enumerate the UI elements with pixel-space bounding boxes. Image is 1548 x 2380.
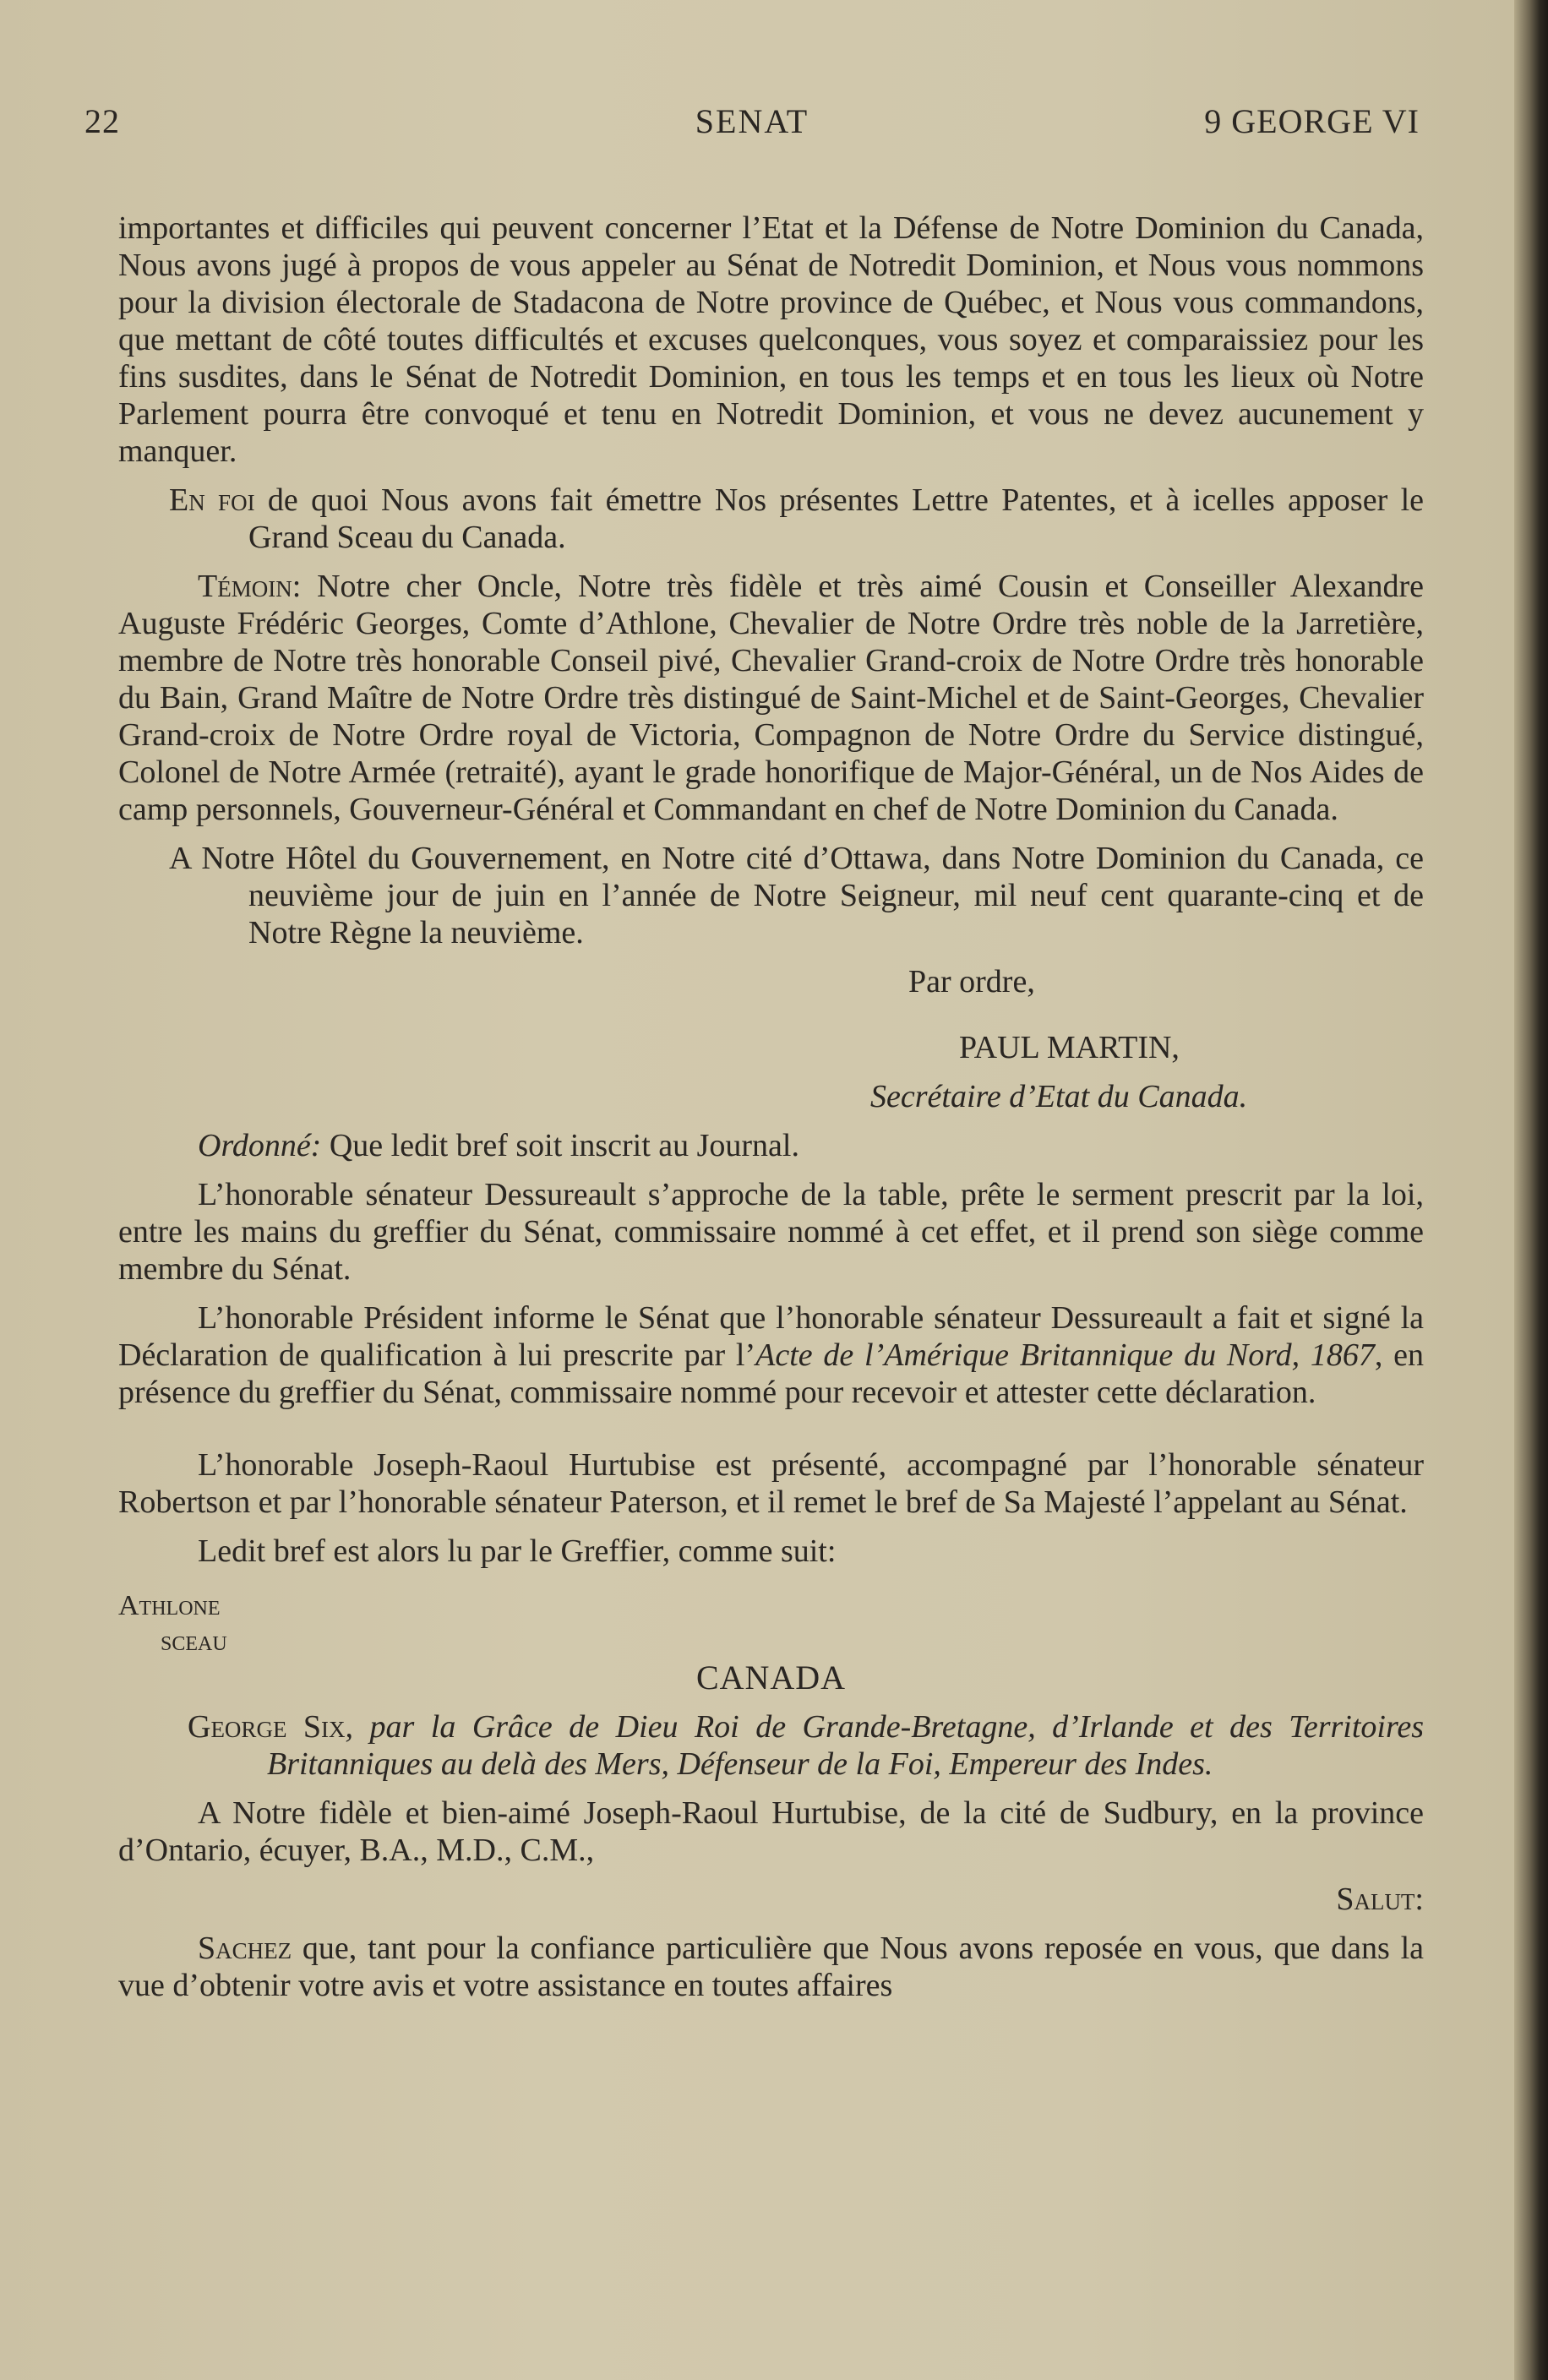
seal-caption <box>118 1588 1424 1659</box>
lead-smallcaps: Témoin <box>198 569 292 604</box>
paragraph-temoin <box>118 568 1424 828</box>
paragraph-sachez <box>118 1930 1424 2004</box>
volume-label: 9 GEORGE VI <box>1204 102 1420 140</box>
paragraph-hotel: A Notre Hôtel du Gouvernement, en Notre cité d’Ottawa, dans Notre Dominion du Canada, ce neuvième jour de juin en l’année de Notre Seigneur, mil neuf cent quarante-cinq et de Notre Règne la neuvième. <box>169 841 1424 950</box>
paragraph-text: de quoi Nous avons fait émettre Nos présentes Lettre Patentes, et à icelles apposer le Grand Sceau du Canada. <box>248 482 1424 555</box>
salut-label: Salut: <box>1336 1882 1424 1917</box>
paragraph-text: L’honorable Président informe le Sénat que l’honorable sénateur Dessureault a fait et signé la Déclaration de qualification à lui prescrite par l’ <box>118 1300 1424 1373</box>
seal-line-athlone: Athlone <box>118 1590 221 1621</box>
paragraph-text: : Notre cher Oncle, Notre très fidèle et très aimé Cousin et Conseiller Alexandre Auguste Frédéric Georges, Comte d’Athlone, Chevalier de Notre Ordre très noble de la Jarretière, membre de Notre très honorable Conseil pivé, Chevalier Grand-croix de Notre Ordre très honorable du Bain, Grand Maître de Notre Ordre très distingué de Saint-Michel et de Saint-Georges, Chevalier Grand-croix de Notre Ordre royal de Victoria, Compagnon de Notre Ordre du Service distingué, Colonel de Notre Armée (retraité), ayant le grade honorifique de Major-Général, un de Nos Aides de camp personnels, Gouverneur-Général et Commandant en chef de Notre Dominion du Canada. <box>118 569 1424 827</box>
lead-italic: Ordonné: <box>198 1128 322 1163</box>
body-text <box>118 210 1424 2016</box>
paragraph-ordonne <box>118 1127 1424 1164</box>
paragraph-declaration <box>118 1299 1424 1411</box>
paragraph-serment: L’honorable sénateur Dessureault s’approche de la table, prête le serment prescrit par la loi, entre les mains du greffier du Sénat, commissaire nommé à cet effet, et il prend son siège comme membre du Sénat. <box>118 1177 1424 1287</box>
paragraph-en-foi <box>118 482 1424 556</box>
paragraph-text: , par la Grâce de Dieu Roi de Grande-Bretagne, d’Irlande et des Territoires Britanniques au delà des Mers, Défenseur de la Foi, Empereur des Indes. <box>267 1709 1425 1782</box>
paragraph-bref: Ledit bref est alors lu par le Greffier, comme suit: <box>198 1533 837 1569</box>
page-header <box>84 101 1420 152</box>
page-number: 22 <box>84 102 120 140</box>
signatory-role: Secrétaire d’Etat du Canada. <box>870 1079 1248 1114</box>
act-title: Acte de l’Amérique Britannique du Nord, 1867 <box>755 1337 1375 1373</box>
paragraph-text: Que ledit bref soit inscrit au Journal. <box>321 1128 799 1163</box>
signatory-name: PAUL MARTIN, <box>959 1030 1180 1065</box>
lead-smallcaps: George Six <box>188 1709 346 1745</box>
paragraph-continuation: importantes et difficiles qui peuvent concerner l’Etat et la Défense de Notre Dominion du Canada, Nous avons jugé à propos de vous appeler au Sénat de Notredit Dominion, et Nous vous nommons pour la division électorale de Stadacona de Notre province de Québec, et Nous vous commandons, que mettant de côté toutes difficultés et excuses quelconques, vous soyez et comparaissiez pour les fins susdites, dans le Sénat de Notredit Dominion, en tous les temps et en tous les lieux où Notre Parlement pourra être convoqué et tenu en Notredit Dominion, et vous ne devez aucunement y manquer. <box>118 210 1424 469</box>
seal-line-sceau: sceau <box>161 1626 227 1657</box>
par-ordre: Par ordre, <box>908 964 1035 999</box>
paragraph-george <box>118 1708 1424 1783</box>
book-spine-shadow <box>1514 0 1548 2380</box>
lead-smallcaps: En foi <box>169 482 255 518</box>
running-title: SENAT <box>695 102 809 140</box>
paragraph-text: , en présence du greffier du Sénat, commissaire nommé pour recevoir et attester cette déclaration. <box>118 1337 1425 1410</box>
paragraph-hurtubise-address: A Notre fidèle et bien-aimé Joseph-Raoul Hurtubise, de la cité de Sudbury, en la province d’Ontario, écuyer, B.A., M.D., C.M., <box>118 1795 1424 1868</box>
paragraph-hurtubise: L’honorable Joseph-Raoul Hurtubise est présenté, accompagné par l’honorable sénateur Robertson et par l’honorable sénateur Paterson, et il remet le bref de Sa Majesté l’appelant au Sénat. <box>118 1447 1424 1520</box>
lead-smallcaps: Sachez <box>198 1931 292 1966</box>
paragraph-text: que, tant pour la confiance particulière que Nous avons reposée en vous, que dans la vue d’obtenir votre avis et votre assistance en toutes affaires <box>118 1931 1424 2003</box>
canada-heading: CANADA <box>695 1658 847 1696</box>
